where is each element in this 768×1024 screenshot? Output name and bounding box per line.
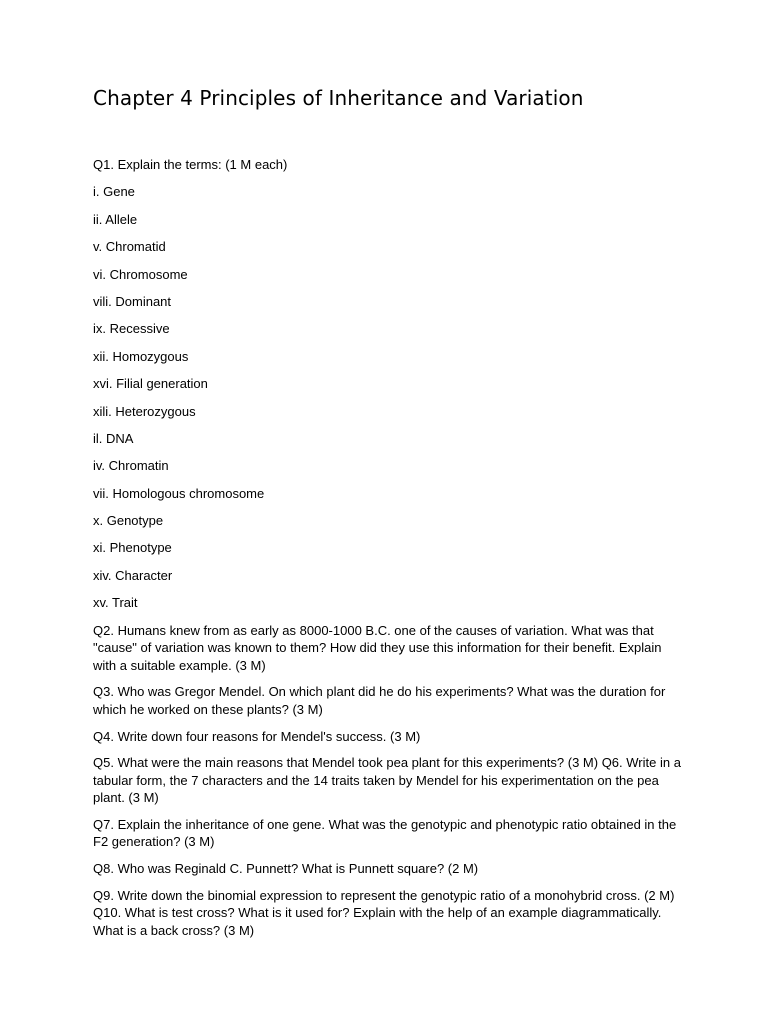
question-7: Q7. Explain the inheritance of one gene. What was the genotypic and phenotypic ratio obtained in the F2 generation? (3 M)	[93, 816, 677, 850]
term-item: ix. Recessive	[93, 321, 170, 337]
term-item: v. Chromatid	[93, 239, 166, 255]
term-item: i. Gene	[93, 184, 135, 200]
term-item: xii. Homozygous	[93, 348, 189, 364]
question-9-10: Q9. Write down the binomial expression to represent the genotypic ratio of a monohybrid cross. (2 M) Q10. What is test cross? What is it used for? Explain with the help of an example diagrammatically. What is a back cross? (3 M)	[93, 887, 675, 938]
term-item: xi. Phenotype	[93, 540, 172, 556]
question-8: Q8. Who was Reginald C. Punnett? What is Punnett square? (2 M)	[93, 861, 479, 877]
page-title: Chapter 4 Principles of Inheritance and Variation	[93, 86, 584, 110]
document-page	[93, 84, 683, 948]
question-5-6: Q5. What were the main reasons that Mendel took pea plant for this experiments? (3 M) Q6. Write in a tabular form, the 7 characters and the 14 traits taken by Mendel for his experimentation on the pea plant. (3 M)	[93, 755, 681, 806]
question-3: Q3. Who was Gregor Mendel. On which plant did he do his experiments? What was the duration for which he worked on these plants? (3 M)	[93, 684, 666, 717]
document-body	[93, 156, 683, 939]
question-4: Q4. Write down four reasons for Mendel's success. (3 M)	[93, 728, 421, 744]
term-item: iv. Chromatin	[93, 458, 169, 474]
term-item: xiv. Character	[93, 567, 173, 583]
term-item: xv. Trait	[93, 595, 138, 611]
term-item: vi. Chromosome	[93, 266, 188, 282]
term-item: vili. Dominant	[93, 293, 172, 309]
term-item: xili. Heterozygous	[93, 403, 196, 419]
question-2: Q2. Humans knew from as early as 8000-1000 B.C. one of the causes of variation. What was that "cause" of variation was known to them? How did they use this information for their benefit. Explain with a suitable example. (3 M)	[93, 622, 662, 673]
term-item: il. DNA	[93, 430, 134, 446]
term-list	[93, 183, 683, 611]
question-1: Q1. Explain the terms: (1 M each)	[93, 157, 288, 172]
term-item: ii. Allele	[93, 211, 138, 227]
term-item: xvi. Filial generation	[93, 376, 208, 392]
term-item: x. Genotype	[93, 513, 164, 529]
term-item: vii. Homologous chromosome	[93, 485, 265, 501]
